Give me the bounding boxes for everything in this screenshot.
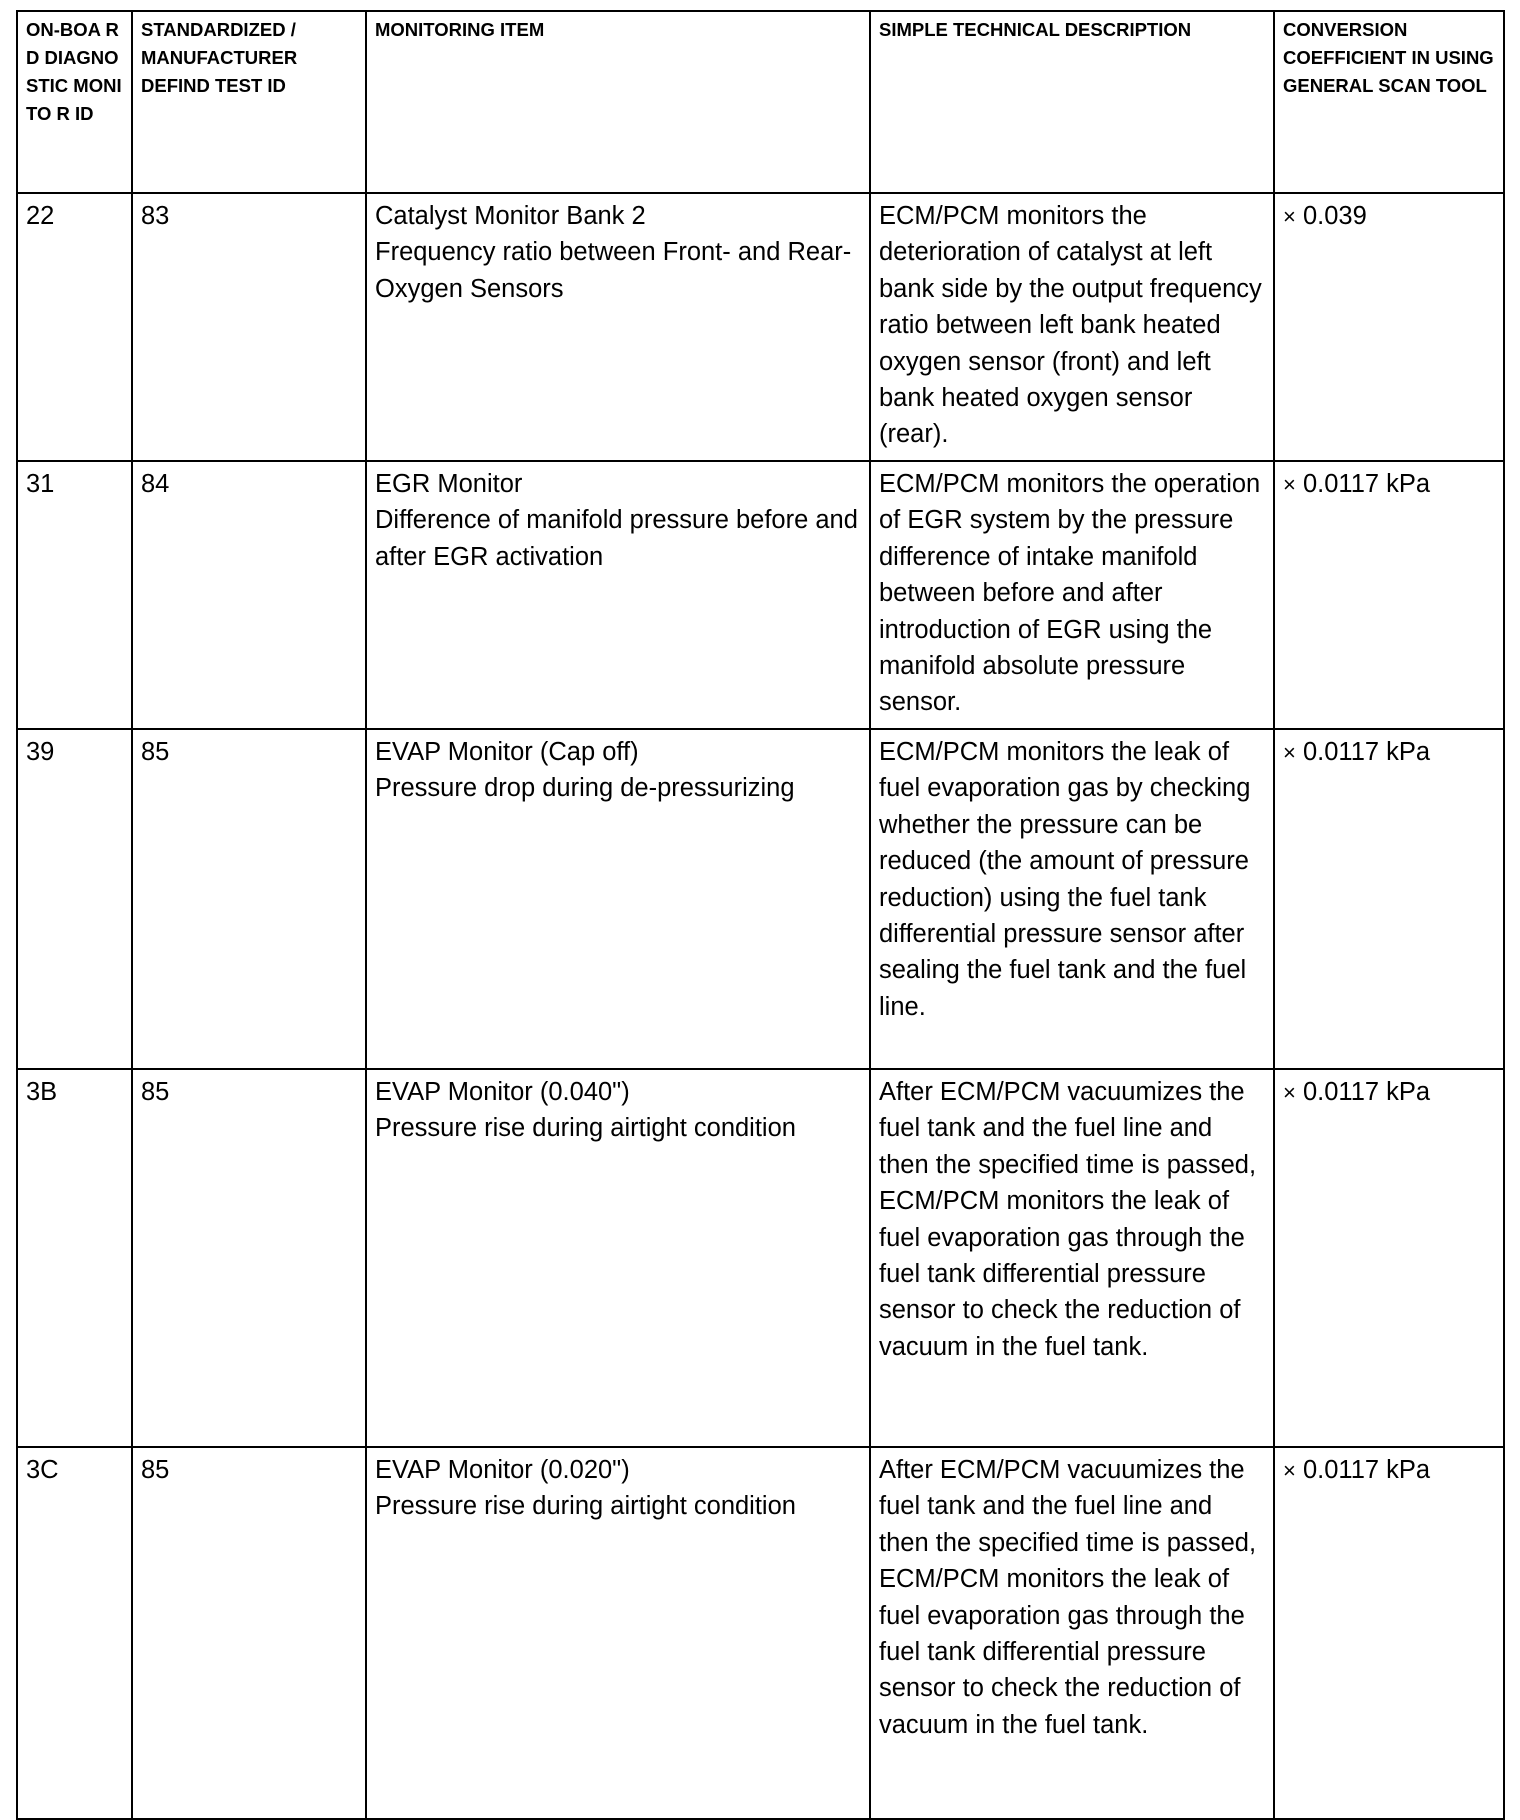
- test-id-cell: 83: [132, 193, 366, 461]
- item-detail: Frequency ratio between Front- and Rear-Oxygen Sensors: [375, 238, 852, 303]
- header-description: SIMPLE TECHNICAL DESCRIPTION: [870, 11, 1274, 193]
- monitoring-item-cell: [366, 1069, 870, 1447]
- coefficient-value: 0.0117 kPa: [1302, 1078, 1431, 1106]
- coefficient-cell: [1274, 193, 1504, 461]
- item-title: Catalyst Monitor Bank 2: [375, 202, 646, 230]
- table-row: [17, 1069, 1504, 1447]
- obdmid-cell: 31: [17, 461, 132, 729]
- item-title: EGR Monitor: [375, 470, 523, 498]
- header-conversion-coefficient: CONVERSION COEFFICIENT IN USING GENERAL SCAN TOOL: [1274, 11, 1504, 193]
- coefficient-cell: [1274, 1447, 1504, 1819]
- obdmid-cell: 3B: [17, 1069, 132, 1447]
- test-id-cell: 85: [132, 1069, 366, 1447]
- header-row: [17, 11, 1504, 193]
- coefficient-value: 0.0117 kPa: [1302, 738, 1431, 766]
- item-detail: Pressure rise during airtight condition: [375, 1492, 796, 1521]
- description-cell: ECM/PCM monitors the deterioration of catalyst at left bank side by the output frequency ratio between left bank heated oxygen sensor (front) and left bank heated oxygen sensor (rear).: [870, 193, 1274, 461]
- item-title: EVAP Monitor (Cap off): [375, 738, 639, 766]
- description-cell: After ECM/PCM vacuumizes the fuel tank and the fuel line and then the specified time is passed, ECM/PCM monitors the leak of fuel evaporation gas through the fuel tank differential pressure sensor to check the reduction of vacuum in the fuel tank.: [870, 1069, 1274, 1447]
- monitoring-item-cell: [366, 193, 870, 461]
- header-monitoring-item: MONITORING ITEM: [366, 11, 870, 193]
- coefficient-value: 0.0117 kPa: [1302, 470, 1431, 498]
- test-id-cell: 85: [132, 729, 366, 1069]
- coefficient-cell: [1274, 729, 1504, 1069]
- description-cell: After ECM/PCM vacuumizes the fuel tank and the fuel line and then the specified time is passed, ECM/PCM monitors the leak of fuel evaporation gas through the fuel tank differential pressure sensor to check the reduction of vacuum in the fuel tank.: [870, 1447, 1274, 1819]
- monitoring-item-cell: [366, 461, 870, 729]
- coefficient-cell: [1274, 461, 1504, 729]
- multiply-sign: ×: [1283, 204, 1296, 229]
- header-obdmid: ON-BOA RD DIAGNO STIC MONITO R ID: [17, 11, 132, 193]
- item-title: EVAP Monitor (0.040"): [375, 1078, 630, 1106]
- obdmid-cell: 22: [17, 193, 132, 461]
- test-id-cell: 85: [132, 1447, 366, 1819]
- multiply-sign: ×: [1283, 1080, 1296, 1105]
- description-cell: ECM/PCM monitors the leak of fuel evaporation gas by checking whether the pressure can be reduced (the amount of pressure reduction) using the fuel tank differential pressure sensor after sealing the fuel tank and the fuel line.: [870, 729, 1274, 1069]
- coefficient-value: 0.039: [1302, 202, 1367, 230]
- table-row: [17, 461, 1504, 729]
- multiply-sign: ×: [1283, 740, 1296, 765]
- header-test-id: STANDARDIZED / MANUFACTURER DEFIND TEST ID: [132, 11, 366, 193]
- table-row: [17, 1447, 1504, 1819]
- item-title: EVAP Monitor (0.020"): [375, 1456, 630, 1484]
- obdmid-cell: 3C: [17, 1447, 132, 1819]
- table-row: [17, 729, 1504, 1069]
- coefficient-value: 0.0117 kPa: [1302, 1456, 1431, 1484]
- multiply-sign: ×: [1283, 472, 1296, 497]
- multiply-sign: ×: [1283, 1458, 1296, 1483]
- test-id-cell: 84: [132, 461, 366, 729]
- obdmid-cell: 39: [17, 729, 132, 1069]
- coefficient-cell: [1274, 1069, 1504, 1447]
- item-detail: Difference of manifold pressure before and after EGR activation: [375, 506, 858, 571]
- item-detail: Pressure drop during de-pressurizing: [375, 774, 795, 803]
- table-row: [17, 193, 1504, 461]
- monitoring-item-cell: [366, 1447, 870, 1819]
- monitoring-item-cell: [366, 729, 870, 1069]
- monitor-test-table: [16, 10, 1505, 1820]
- description-cell: ECM/PCM monitors the operation of EGR system by the pressure difference of intake manifold between before and after introduction of EGR using the manifold absolute pressure sensor.: [870, 461, 1274, 729]
- item-detail: Pressure rise during airtight condition: [375, 1114, 796, 1143]
